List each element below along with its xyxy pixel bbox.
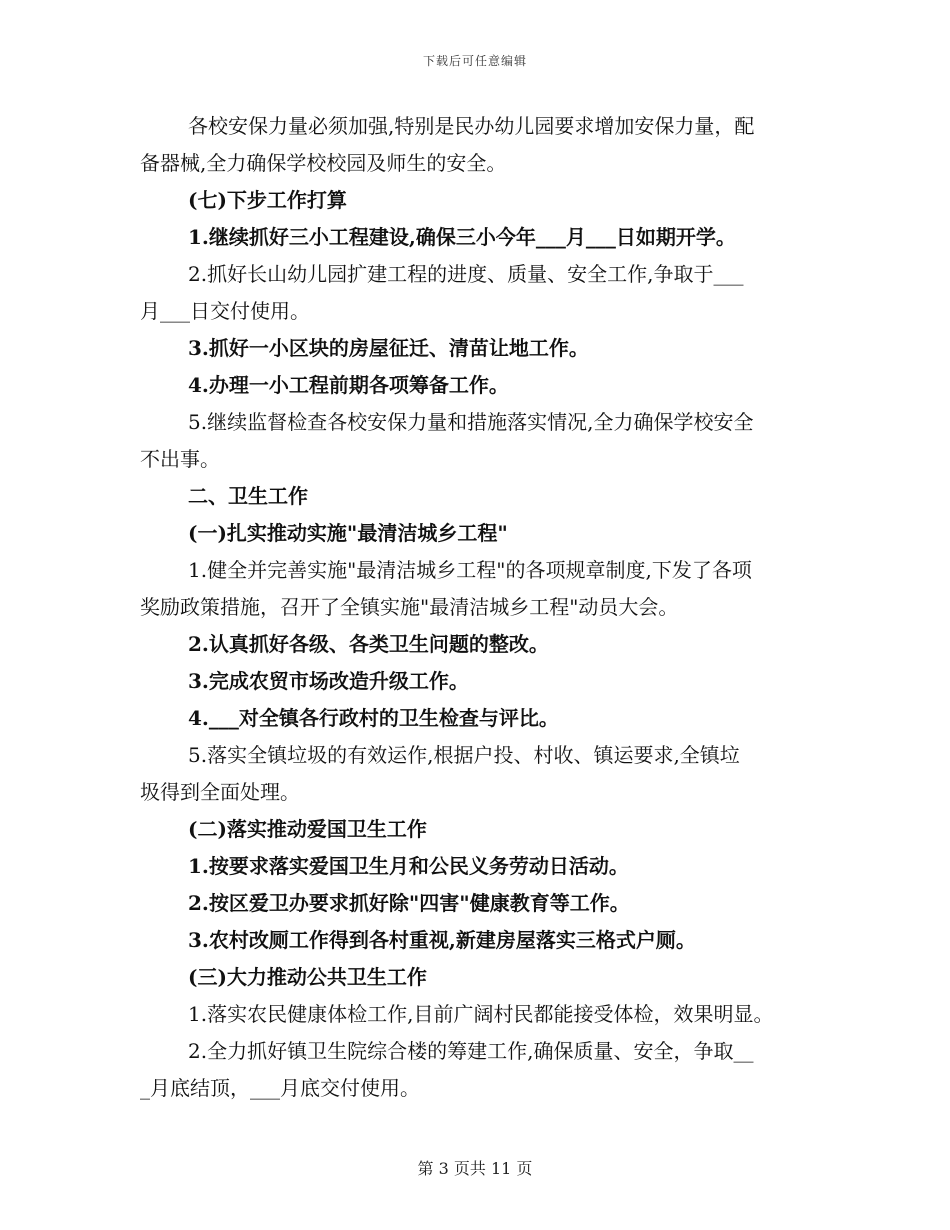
text-line: 1.健全并完善实施"最清洁城乡工程"的各项规章制度,下发了各项	[188, 558, 752, 582]
text-line: 3.农村改厕工作得到各村重视,新建房屋落实三格式户厕。	[188, 928, 696, 952]
text-line: 二、卫生工作	[188, 484, 308, 508]
text-line: 备器械,全力确保学校校园及师生的安全。	[140, 151, 507, 175]
page-footer: 第 3 页共 11 页	[417, 1159, 533, 1178]
text-line: 2.按区爱卫办要求抓好除"四害"健康教育等工作。	[188, 891, 630, 915]
text-line: _月底结顶，___月底交付使用。	[140, 1076, 420, 1100]
text-line: 5.继续监督检查各校安保力量和措施落实情况,全力确保学校安全	[188, 410, 754, 434]
text-line: (三)大力推动公共卫生工作	[188, 965, 427, 989]
text-line: 2.抓好长山幼儿园扩建工程的进度、质量、安全工作,争取于___	[188, 262, 744, 286]
text-line: 1.继续抓好三小工程建设,确保三小今年___月___日如期开学。	[188, 225, 736, 249]
text-line: 3.完成农贸市场改造升级工作。	[188, 669, 469, 693]
page-header: 下载后可任意编辑	[422, 54, 527, 68]
text-line: 1.按要求落实爱国卫生月和公民义务劳动日活动。	[188, 854, 629, 878]
text-line: 4.___对全镇各行政村的卫生检查与评比。	[188, 706, 559, 730]
text-line: 不出事。	[140, 447, 220, 471]
text-line: 3.抓好一小区块的房屋征迁、清苗让地工作。	[188, 336, 589, 360]
text-line: 2.认真抓好各级、各类卫生问题的整改。	[188, 632, 549, 656]
text-line: 5.落实全镇垃圾的有效运作,根据户投、村收、镇运要求,全镇垃	[188, 743, 740, 767]
text-line: 4.办理一小工程前期各项筹备工作。	[188, 373, 509, 397]
text-line: 2.全力抓好镇卫生院综合楼的筹建工作,确保质量、安全，争取__	[188, 1039, 754, 1063]
text-line: 奖励政策措施，召开了全镇实施"最清洁城乡工程"动员大会。	[140, 595, 679, 619]
document-body	[140, 108, 812, 1107]
text-line: (七)下步工作打算	[188, 188, 347, 212]
text-line: 圾得到全面处理。	[140, 780, 300, 804]
text-line: 各校安保力量必须加强,特别是民办幼儿园要求增加安保力量，配	[188, 114, 755, 138]
text-line: (一)扎实推动实施"最清洁城乡工程"	[188, 521, 508, 545]
text-line: (二)落实推动爱国卫生工作	[188, 817, 427, 841]
text-line: 1.落实农民健康体检工作,目前广阔村民都能接受体检，效果明显。	[188, 1002, 774, 1026]
text-line: 月___日交付使用。	[140, 299, 310, 323]
